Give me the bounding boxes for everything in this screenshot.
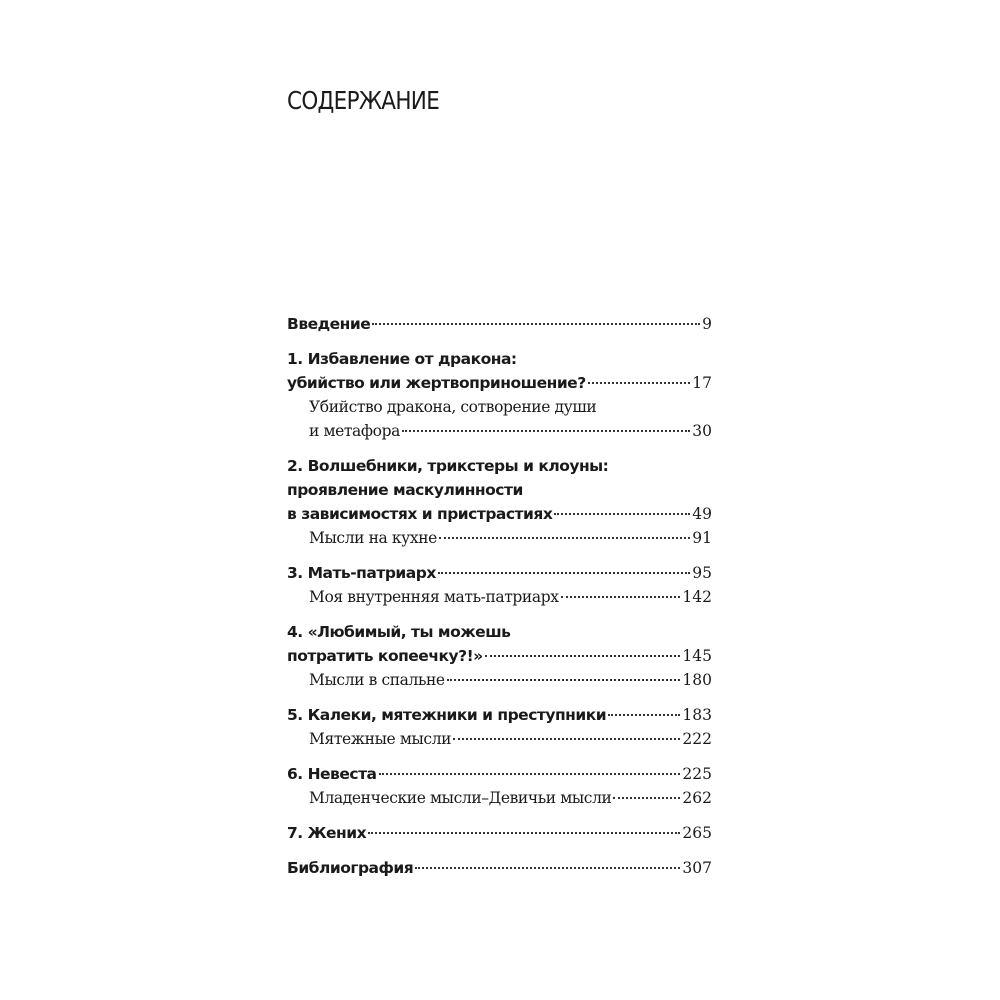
page-number: 265 xyxy=(682,824,712,842)
page-number: 17 xyxy=(692,374,712,392)
toc-subsection-line xyxy=(287,668,712,692)
toc-subsection-line xyxy=(287,727,712,751)
toc-chapter-line xyxy=(287,312,712,336)
chapter-title: проявление маскулинности xyxy=(287,481,523,499)
chapter-title: 1. Избавление от дракона: xyxy=(287,350,517,368)
toc-subsection-line xyxy=(287,419,712,443)
toc-entry xyxy=(287,821,712,845)
toc-entry xyxy=(287,703,712,751)
toc-entry xyxy=(287,312,712,336)
chapter-title: 6. Невеста xyxy=(287,765,377,783)
chapter-title: 2. Волшебники, трикстеры и клоуны: xyxy=(287,457,609,475)
toc-chapter-line xyxy=(287,856,712,880)
dot-leader xyxy=(415,867,680,869)
chapter-title: Введение xyxy=(287,315,371,333)
toc-subsection-line xyxy=(287,395,712,419)
toc-entry xyxy=(287,620,712,692)
dot-leader xyxy=(561,596,681,598)
dot-leader xyxy=(588,382,691,384)
page-number: 145 xyxy=(682,647,712,665)
page-number: 183 xyxy=(682,706,712,724)
chapter-title: убийство или жертвоприношение? xyxy=(287,374,586,392)
toc-subsection-line xyxy=(287,585,712,609)
chapter-title: 5. Калеки, мятежники и преступники xyxy=(287,706,607,724)
table-of-contents xyxy=(287,312,712,891)
subsection-title: Мысли на кухне xyxy=(309,529,437,547)
toc-entry xyxy=(287,454,712,550)
dot-leader xyxy=(613,797,680,799)
page-title: СОДЕРЖАНИЕ xyxy=(287,86,440,115)
dot-leader xyxy=(453,738,680,740)
toc-chapter-line xyxy=(287,703,712,727)
dot-leader xyxy=(379,773,681,775)
toc-chapter-line xyxy=(287,762,712,786)
subsection-title: Младенческие мысли–Девичьи мысли xyxy=(309,789,612,807)
chapter-title: Библиография xyxy=(287,859,414,877)
toc-subsection-line xyxy=(287,786,712,810)
subsection-title: и метафора xyxy=(309,422,400,440)
dot-leader xyxy=(402,430,690,432)
page-number: 225 xyxy=(682,765,712,783)
chapter-title: в зависимостях и пристрастиях xyxy=(287,505,553,523)
toc-chapter-line xyxy=(287,347,712,371)
toc-entry xyxy=(287,856,712,880)
dot-leader xyxy=(485,655,681,657)
page-number: 91 xyxy=(692,529,712,547)
page-number: 307 xyxy=(682,859,712,877)
toc-chapter-line xyxy=(287,454,712,478)
toc-entry xyxy=(287,762,712,810)
page-number: 9 xyxy=(702,315,712,333)
page-number: 180 xyxy=(682,671,712,689)
dot-leader xyxy=(447,679,681,681)
page-number: 30 xyxy=(692,422,712,440)
chapter-title: 4. «Любимый, ты можешь xyxy=(287,623,511,641)
subsection-title: Мятежные мысли xyxy=(309,730,452,748)
toc-chapter-line xyxy=(287,371,712,395)
page-number: 142 xyxy=(682,588,712,606)
toc-chapter-line xyxy=(287,478,712,502)
toc-chapter-line xyxy=(287,561,712,585)
subsection-title: Моя внутренняя мать-патриарх xyxy=(309,588,559,606)
page-number: 262 xyxy=(682,789,712,807)
toc-subsection-line xyxy=(287,526,712,550)
toc-chapter-line xyxy=(287,502,712,526)
dot-leader xyxy=(372,323,700,325)
toc-entry xyxy=(287,347,712,443)
dot-leader xyxy=(439,537,690,539)
toc-entry xyxy=(287,561,712,609)
page-number: 222 xyxy=(682,730,712,748)
dot-leader xyxy=(438,572,690,574)
page-number: 49 xyxy=(692,505,712,523)
dot-leader xyxy=(608,714,680,716)
toc-chapter-line xyxy=(287,821,712,845)
toc-chapter-line xyxy=(287,620,712,644)
page-number: 95 xyxy=(692,564,712,582)
subsection-title: Мысли в спальне xyxy=(309,671,445,689)
subsection-title: Убийство дракона, сотворение души xyxy=(309,398,597,416)
chapter-title: 7. Жених xyxy=(287,824,367,842)
dot-leader xyxy=(554,513,690,515)
chapter-title: потратить копеечку?!» xyxy=(287,647,483,665)
chapter-title: 3. Мать-патриарх xyxy=(287,564,436,582)
dot-leader xyxy=(368,832,680,834)
toc-chapter-line xyxy=(287,644,712,668)
